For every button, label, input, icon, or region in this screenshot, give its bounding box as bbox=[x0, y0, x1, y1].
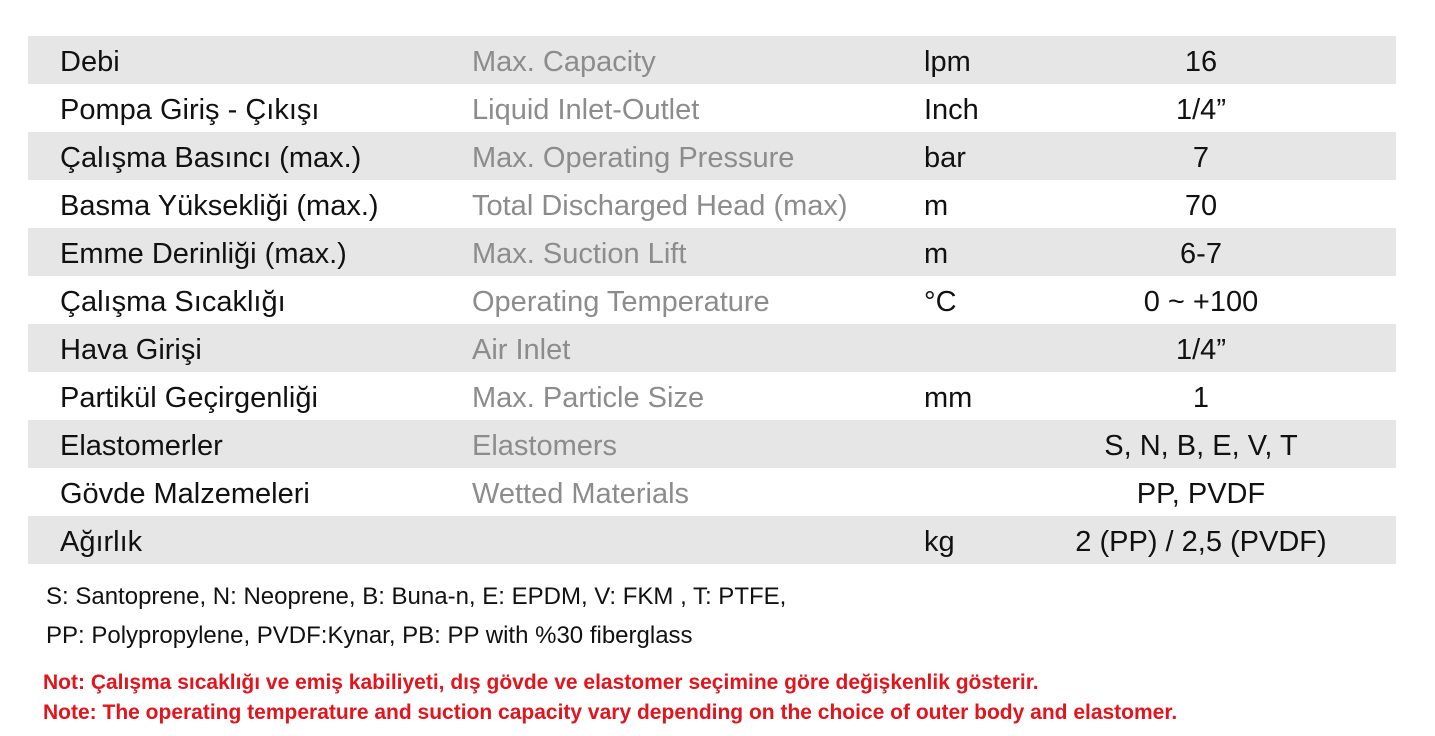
english-label: Liquid Inlet-Outlet bbox=[472, 94, 700, 126]
table-row bbox=[28, 132, 1396, 180]
english-label: Max. Operating Pressure bbox=[472, 142, 795, 174]
turkish-note: Not: Çalışma sıcaklığı ve emiş kabiliyeti, dış gövde ve elastomer seçimine göre değişkenlik gösterir. bbox=[43, 671, 1039, 694]
material-legend-line: PP: Polypropylene, PVDF:Kynar, PB: PP with %30 fiberglass bbox=[46, 622, 693, 649]
table-row bbox=[28, 324, 1396, 372]
turkish-label: Emme Derinliği (max.) bbox=[60, 238, 347, 270]
turkish-label: Elastomerler bbox=[60, 430, 223, 462]
value: 2 (PP) / 2,5 (PVDF) bbox=[1075, 526, 1327, 558]
unit bbox=[924, 468, 1034, 516]
turkish-label: Debi bbox=[60, 46, 120, 78]
turkish-label: Çalışma Sıcaklığı bbox=[60, 286, 286, 318]
turkish-label: Basma Yüksekliği (max.) bbox=[60, 190, 379, 222]
turkish-label: Hava Girişi bbox=[60, 334, 202, 366]
table-row bbox=[28, 228, 1396, 276]
table-row bbox=[28, 276, 1396, 324]
table-row bbox=[28, 84, 1396, 132]
unit: m bbox=[924, 190, 949, 222]
english-label: Elastomers bbox=[472, 430, 618, 462]
table-row bbox=[28, 468, 1396, 516]
table-row bbox=[28, 420, 1396, 468]
unit: kg bbox=[924, 526, 955, 558]
table-row bbox=[28, 180, 1396, 228]
unit: bar bbox=[924, 142, 966, 174]
turkish-label: Ağırlık bbox=[60, 526, 143, 558]
english-note: Note: The operating temperature and suction capacity vary depending on the choice of outer body and elastomer. bbox=[43, 701, 1178, 724]
value: PP, PVDF bbox=[1136, 478, 1266, 510]
unit: mm bbox=[924, 382, 973, 414]
value: 70 bbox=[1184, 190, 1218, 222]
spec-table bbox=[28, 36, 1396, 564]
unit bbox=[924, 324, 1034, 372]
turkish-label: Pompa Giriş - Çıkışı bbox=[60, 94, 320, 126]
turkish-label: Çalışma Basıncı (max.) bbox=[60, 142, 362, 174]
english-label: Operating Temperature bbox=[472, 286, 770, 318]
value: 1/4” bbox=[1176, 334, 1226, 366]
value: 6-7 bbox=[1180, 238, 1222, 270]
english-label: Max. Capacity bbox=[472, 46, 656, 78]
unit: °C bbox=[924, 286, 957, 318]
english-label: Total Discharged Head (max) bbox=[472, 190, 848, 222]
value: 1 bbox=[1192, 382, 1210, 414]
value: 0 ~ +100 bbox=[1143, 286, 1259, 318]
value: S, N, B, E, V, T bbox=[1104, 430, 1298, 462]
unit: Inch bbox=[924, 94, 979, 126]
value: 1/4” bbox=[1176, 94, 1226, 126]
table-row bbox=[28, 36, 1396, 84]
unit bbox=[924, 420, 1034, 468]
value: 7 bbox=[1192, 142, 1210, 174]
table-row bbox=[28, 372, 1396, 420]
material-legend-line: S: Santoprene, N: Neoprene, B: Buna-n, E: EPDM, V: FKM , T: PTFE, bbox=[46, 583, 787, 610]
turkish-label: Gövde Malzemeleri bbox=[60, 478, 310, 510]
turkish-label: Partikül Geçirgenliği bbox=[60, 382, 318, 414]
english-label: Max. Suction Lift bbox=[472, 238, 687, 270]
unit: lpm bbox=[924, 46, 971, 78]
english-label: Max. Particle Size bbox=[472, 382, 705, 414]
unit: m bbox=[924, 238, 949, 270]
english-label: Air Inlet bbox=[472, 334, 571, 366]
english-label: Wetted Materials bbox=[472, 478, 690, 510]
value: 16 bbox=[1184, 46, 1218, 78]
table-row bbox=[28, 516, 1396, 564]
